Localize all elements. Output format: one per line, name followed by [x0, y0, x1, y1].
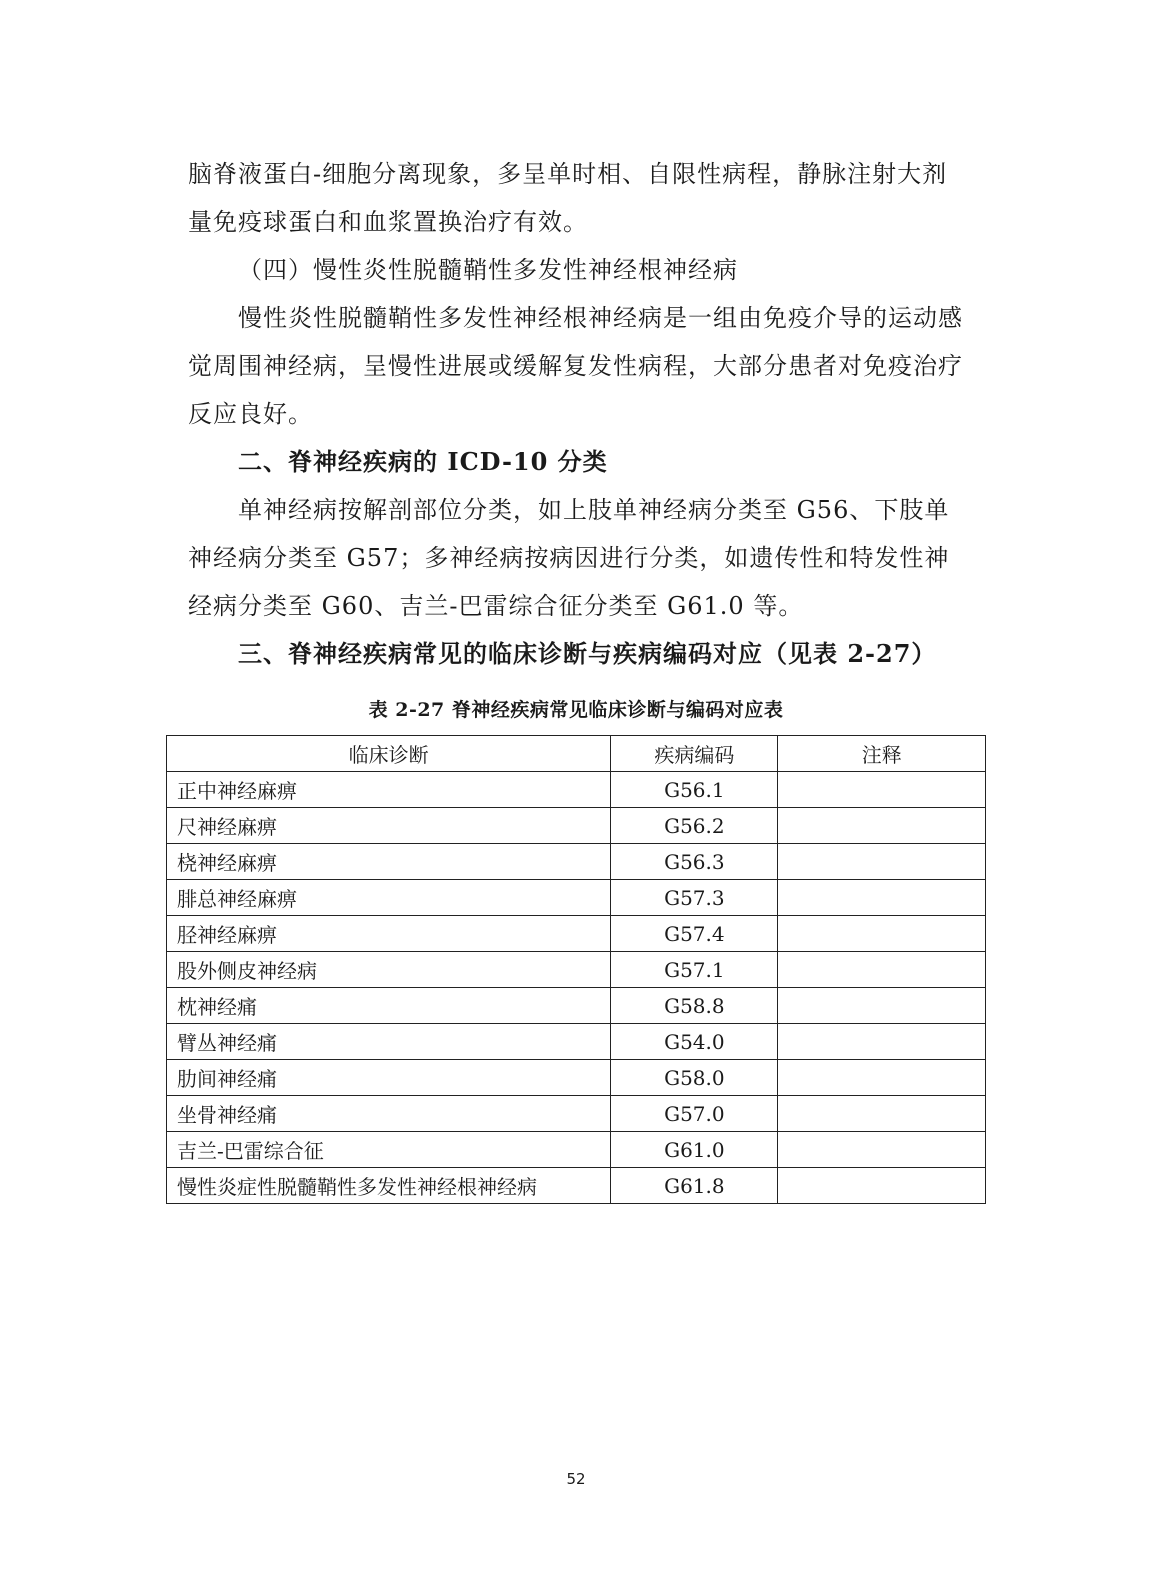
table-row [167, 1168, 986, 1204]
diagnosis-cell: 肋间神经痛 [167, 1060, 611, 1096]
diagnosis-cell: 正中神经麻痹 [167, 772, 611, 808]
table-row [167, 772, 986, 808]
diagnosis-cell: 胫神经麻痹 [167, 916, 611, 952]
code-cell: G57.4 [611, 916, 778, 952]
code-cell: G57.1 [611, 952, 778, 988]
diagnosis-cell: 臂丛神经痛 [167, 1024, 611, 1060]
note-cell [778, 1168, 986, 1204]
code-cell: G61.8 [611, 1168, 778, 1204]
note-cell [778, 880, 986, 916]
diagnosis-cell: 坐骨神经痛 [167, 1096, 611, 1132]
column-header: 临床诊断 [167, 736, 611, 772]
diagnosis-cell: 股外侧皮神经病 [167, 952, 611, 988]
code-cell: G58.0 [611, 1060, 778, 1096]
table-caption: 表 2-27 脊神经疾病常见临床诊断与编码对应表 [368, 699, 784, 721]
page-number: 52 [566, 1470, 586, 1488]
diagnosis-cell: 桡神经麻痹 [167, 844, 611, 880]
column-header: 疾病编码 [611, 736, 778, 772]
section-heading: 二、脊神经疾病的 ICD-10 分类 [238, 447, 608, 476]
table-row [167, 952, 986, 988]
diagnosis-cell: 枕神经痛 [167, 988, 611, 1024]
diagnosis-cell: 慢性炎症性脱髓鞘性多发性神经根神经病 [167, 1168, 611, 1204]
table-row [167, 1024, 986, 1060]
note-cell [778, 844, 986, 880]
code-cell: G57.3 [611, 880, 778, 916]
diagnosis-code-table [166, 735, 986, 1204]
section-heading: 三、脊神经疾病常见的临床诊断与疾病编码对应（见表 2-27） [238, 639, 937, 668]
subheading: （四）慢性炎性脱髓鞘性多发性神经根神经病 [238, 256, 738, 284]
note-cell [778, 1060, 986, 1096]
diagnosis-cell: 尺神经麻痹 [167, 808, 611, 844]
note-cell [778, 916, 986, 952]
code-cell: G54.0 [611, 1024, 778, 1060]
paragraph: 单神经病按解剖部位分类，如上肢单神经病分类至 G56、下肢单神经病分类至 G57；多神经病按病因进行分类，如遗传性和特发性神经病分类至 G60、吉兰-巴雷综合征分类至 G61.0 等。 [188, 496, 950, 620]
table-header-row [167, 736, 986, 772]
note-cell [778, 1132, 986, 1168]
code-cell: G61.0 [611, 1132, 778, 1168]
diagnosis-cell: 吉兰-巴雷综合征 [167, 1132, 611, 1168]
table-row [167, 916, 986, 952]
table-row [167, 1060, 986, 1096]
paragraph: 慢性炎性脱髓鞘性多发性神经根神经病是一组由免疫介导的运动感觉周围神经病，呈慢性进展或缓解复发性病程，大部分患者对免疫治疗反应良好。 [188, 304, 963, 428]
note-cell [778, 1024, 986, 1060]
table-row [167, 880, 986, 916]
code-cell: G56.1 [611, 772, 778, 808]
paragraph-line: 脑脊液蛋白-细胞分离现象，多呈单时相、自限性病程，静脉注射大剂 [188, 160, 948, 188]
note-cell [778, 772, 986, 808]
note-cell [778, 952, 986, 988]
table-row [167, 988, 986, 1024]
paragraph-line: 量免疫球蛋白和血浆置换治疗有效。 [188, 208, 588, 236]
table-row [167, 1096, 986, 1132]
note-cell [778, 808, 986, 844]
code-cell: G58.8 [611, 988, 778, 1024]
diagnosis-cell: 腓总神经麻痹 [167, 880, 611, 916]
code-cell: G56.3 [611, 844, 778, 880]
note-cell [778, 988, 986, 1024]
body-text [188, 150, 964, 678]
column-header: 注释 [778, 736, 986, 772]
code-cell: G56.2 [611, 808, 778, 844]
table-row [167, 1132, 986, 1168]
table-row [167, 808, 986, 844]
code-cell: G57.0 [611, 1096, 778, 1132]
table-row [167, 844, 986, 880]
note-cell [778, 1096, 986, 1132]
